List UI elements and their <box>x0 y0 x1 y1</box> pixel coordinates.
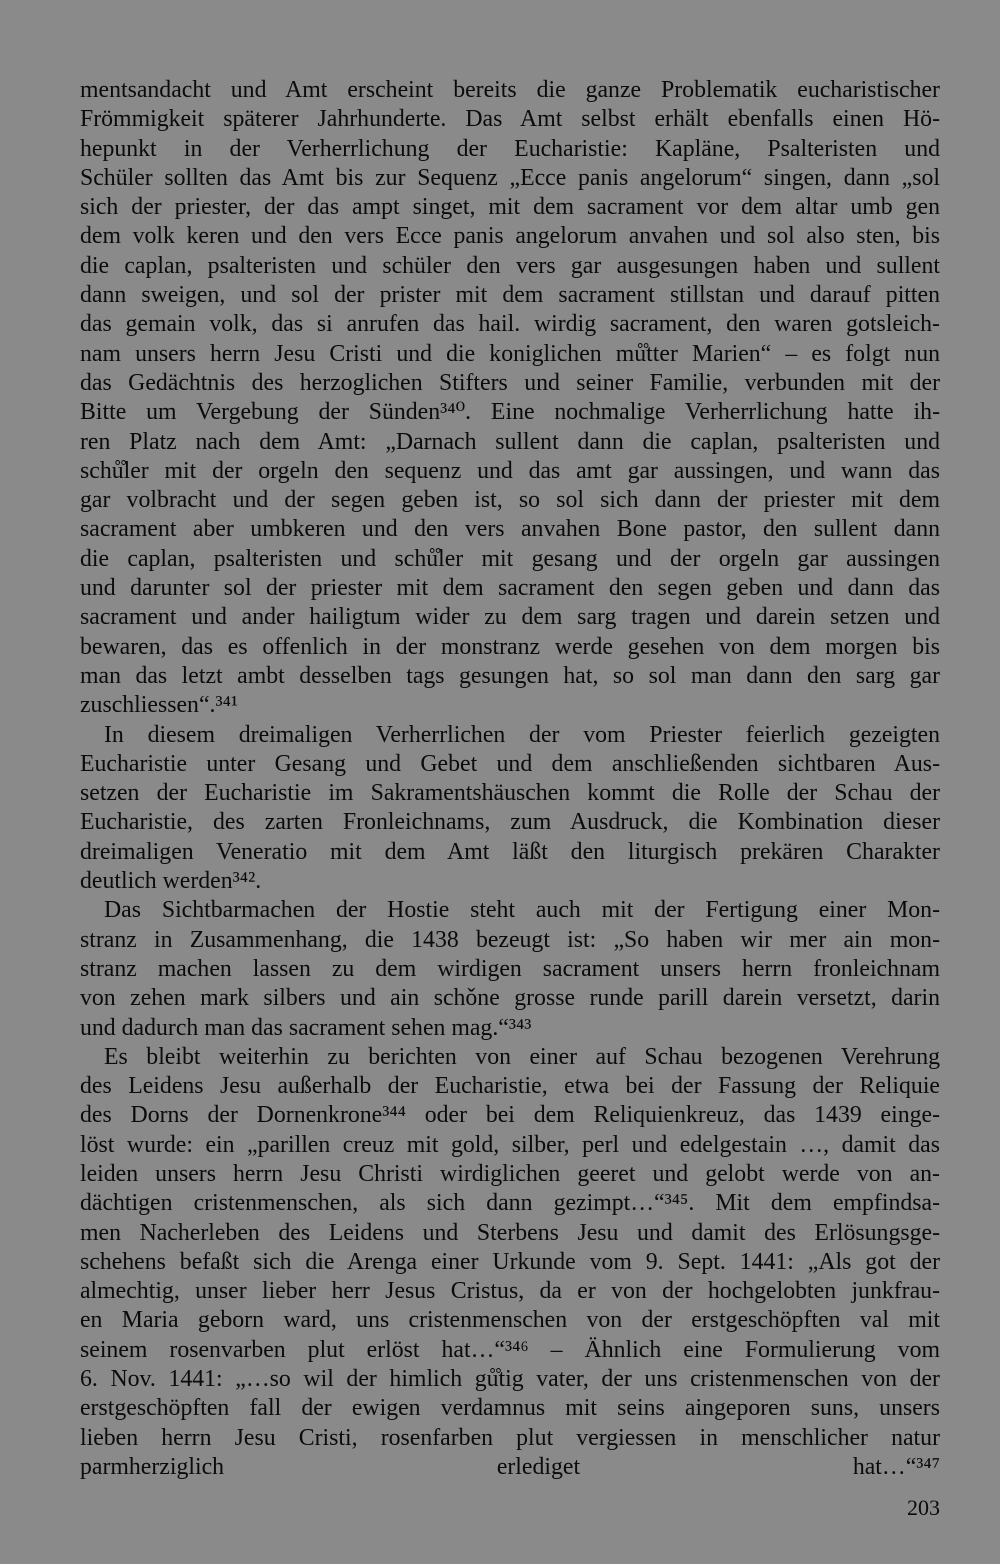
text-line: gar volbracht und der segen geben ist, so sol sich dann der priester mit dem <box>80 487 940 514</box>
text-line: bewaren, das es offenlich in der monstranz werde gesehen von dem morgen bis <box>80 633 940 660</box>
text-line: setzen der Eucharistie im Sakramentshäuschen kommt die Rolle der Schau der <box>80 780 940 807</box>
text-line: erstgeschöpften fall der ewigen verdamnus mit seins aingeporen suns, unsers <box>80 1395 940 1422</box>
text-line: das gemain volk, das si anrufen das hail. wirdig sacrament, den waren gotsleich- <box>80 311 940 338</box>
text-line: hepunkt in der Verherrlichung der Eucharistie: Kapläne, Psalteristen und <box>80 135 940 162</box>
body-text <box>80 76 940 1512</box>
text-line: dann sweigen, und sol der prister mit dem sacrament stillstan und darauf pitten <box>80 282 940 309</box>
text-line: schů̊ler mit der orgeln den sequenz und das amt gar aussingen, und wann das <box>80 457 940 484</box>
text-line: leiden unsers herrn Jesu Christi wirdiglichen geeret und gelobt werde von an- <box>80 1160 940 1187</box>
text-line: des Dorns der Dornenkrone³⁴⁴ oder bei dem Reliquienkreuz, das 1439 einge- <box>80 1102 940 1129</box>
text-line: mentsandacht und Amt erscheint bereits die ganze Problematik eucharistischer <box>80 77 940 103</box>
text-line: von zehen mark silbers und ain schǒne grosse runde parill darein versetzt, darin <box>80 985 940 1012</box>
text-line: parmherziglich erlediget hat…“³⁴⁷ <box>80 1453 940 1480</box>
text-line: dächtigen cristenmenschen, als sich dann gezimpt…“³⁴⁵. Mit dem empfindsa- <box>80 1190 940 1217</box>
text-line: en Maria geborn ward, uns cristenmenschen von der erstgeschöpften val mit <box>80 1307 940 1334</box>
text-line: sich der priester, der das ampt singet, mit dem sacrament vor dem altar umb gen <box>80 194 940 221</box>
text-line: stranz machen lassen zu dem wirdigen sacrament unsers herrn fronleichnam <box>80 955 940 982</box>
text-line: dem volk keren und den vers Ecce panis angelorum anvahen und sol also sten, bis <box>80 223 940 250</box>
text-line: Das Sichtbarmachen der Hostie steht auch mit der Fertigung einer Mon- <box>104 897 940 924</box>
text-line: ren Platz nach dem Amt: „Darnach sullent dann die caplan, psalteristen und <box>80 428 940 455</box>
text-line: Frömmigkeit späterer Jahrhunderte. Das Amt selbst erhält ebenfalls einen Hö- <box>80 106 940 133</box>
text-line: nam unsers herrn Jesu Cristi und die koniglichen mů̊tter Marien“ – es folgt nun <box>80 340 940 367</box>
text-line: Eucharistie, des zarten Fronleichnams, zum Ausdruck, die Kombination dieser <box>80 809 940 836</box>
text-line: sacrament aber umbkeren und den vers anvahen Bone pastor, den sullent dann <box>80 516 940 543</box>
text-line: das Gedächtnis des herzoglichen Stifters und seiner Familie, verbunden mit der <box>80 369 940 396</box>
text-line: und darunter sol der priester mit dem sacrament den segen geben und dann das <box>80 575 940 602</box>
text-line: deutlich werden³⁴². <box>80 868 262 895</box>
text-line: die caplan, psalteristen und schüler den vers gar ausgesungen haben und sullent <box>80 252 940 279</box>
text-line: In diesem dreimaligen Verherrlichen der vom Priester feierlich gezeigten <box>104 721 940 748</box>
page-number: 203 <box>907 1495 940 1520</box>
text-line: 6. Nov. 1441: „…so wil der himlich gů̊tig vater, der uns cristenmenschen von der <box>80 1366 940 1393</box>
text-line: dreimaligen Veneratio mit dem Amt läßt den liturgisch prekären Charakter <box>80 838 940 865</box>
text-line: löst wurde: ein „parillen creuz mit gold, silber, perl und edelgestain …, damit das <box>80 1131 940 1158</box>
text-line: seinem rosenvarben plut erlöst hat…“³⁴⁶ – Ähnlich eine Formulierung vom <box>80 1336 940 1363</box>
text-line: Es bleibt weiterhin zu berichten von einer auf Schau bezogenen Verehrung <box>104 1043 940 1070</box>
text-line: die caplan, psalteristen und schů̊ler mit gesang und der orgeln gar aussingen <box>80 545 940 572</box>
text-line: Eucharistie unter Gesang und Gebet und dem anschließenden sichtbaren Aus- <box>80 750 940 777</box>
text-line: und dadurch man das sacrament sehen mag.“³⁴³ <box>80 1014 532 1041</box>
text-line: almechtig, unser lieber herr Jesus Cristus, da er von der hochgelobten junkfrau- <box>80 1278 940 1305</box>
text-line <box>80 1482 940 1511</box>
text-line: lieben herrn Jesu Cristi, rosenfarben plut vergiessen in menschlicher natur <box>80 1424 940 1451</box>
text-line: Schüler sollten das Amt bis zur Sequenz „Ecce panis angelorum“ singen, dann „sol <box>80 164 940 191</box>
text-line: sacrament und ander hailigtum wider zu dem sarg tragen und darein setzen und <box>80 604 940 631</box>
text-line: man das letzt ambt desselben tags gesungen hat, so sol man dann den sarg gar <box>80 662 940 689</box>
text-line: Bitte um Vergebung der Sünden³⁴⁰. Eine nochmalige Verherrlichung hatte ih- <box>80 399 940 426</box>
text-line: des Leidens Jesu außerhalb der Eucharistie, etwa bei der Fassung der Reliquie <box>80 1073 940 1100</box>
text-line: men Nacherleben des Leidens und Sterbens Jesu und damit des Erlösungsge- <box>80 1219 940 1246</box>
text-line: schehens befaßt sich die Arenga einer Urkunde vom 9. Sept. 1441: „Als got der <box>80 1248 940 1275</box>
text-line: stranz in Zusammenhang, die 1438 bezeugt ist: „So haben wir mer ain mon- <box>80 926 940 953</box>
text-line: zuschliessen“.³⁴¹ <box>80 692 239 719</box>
